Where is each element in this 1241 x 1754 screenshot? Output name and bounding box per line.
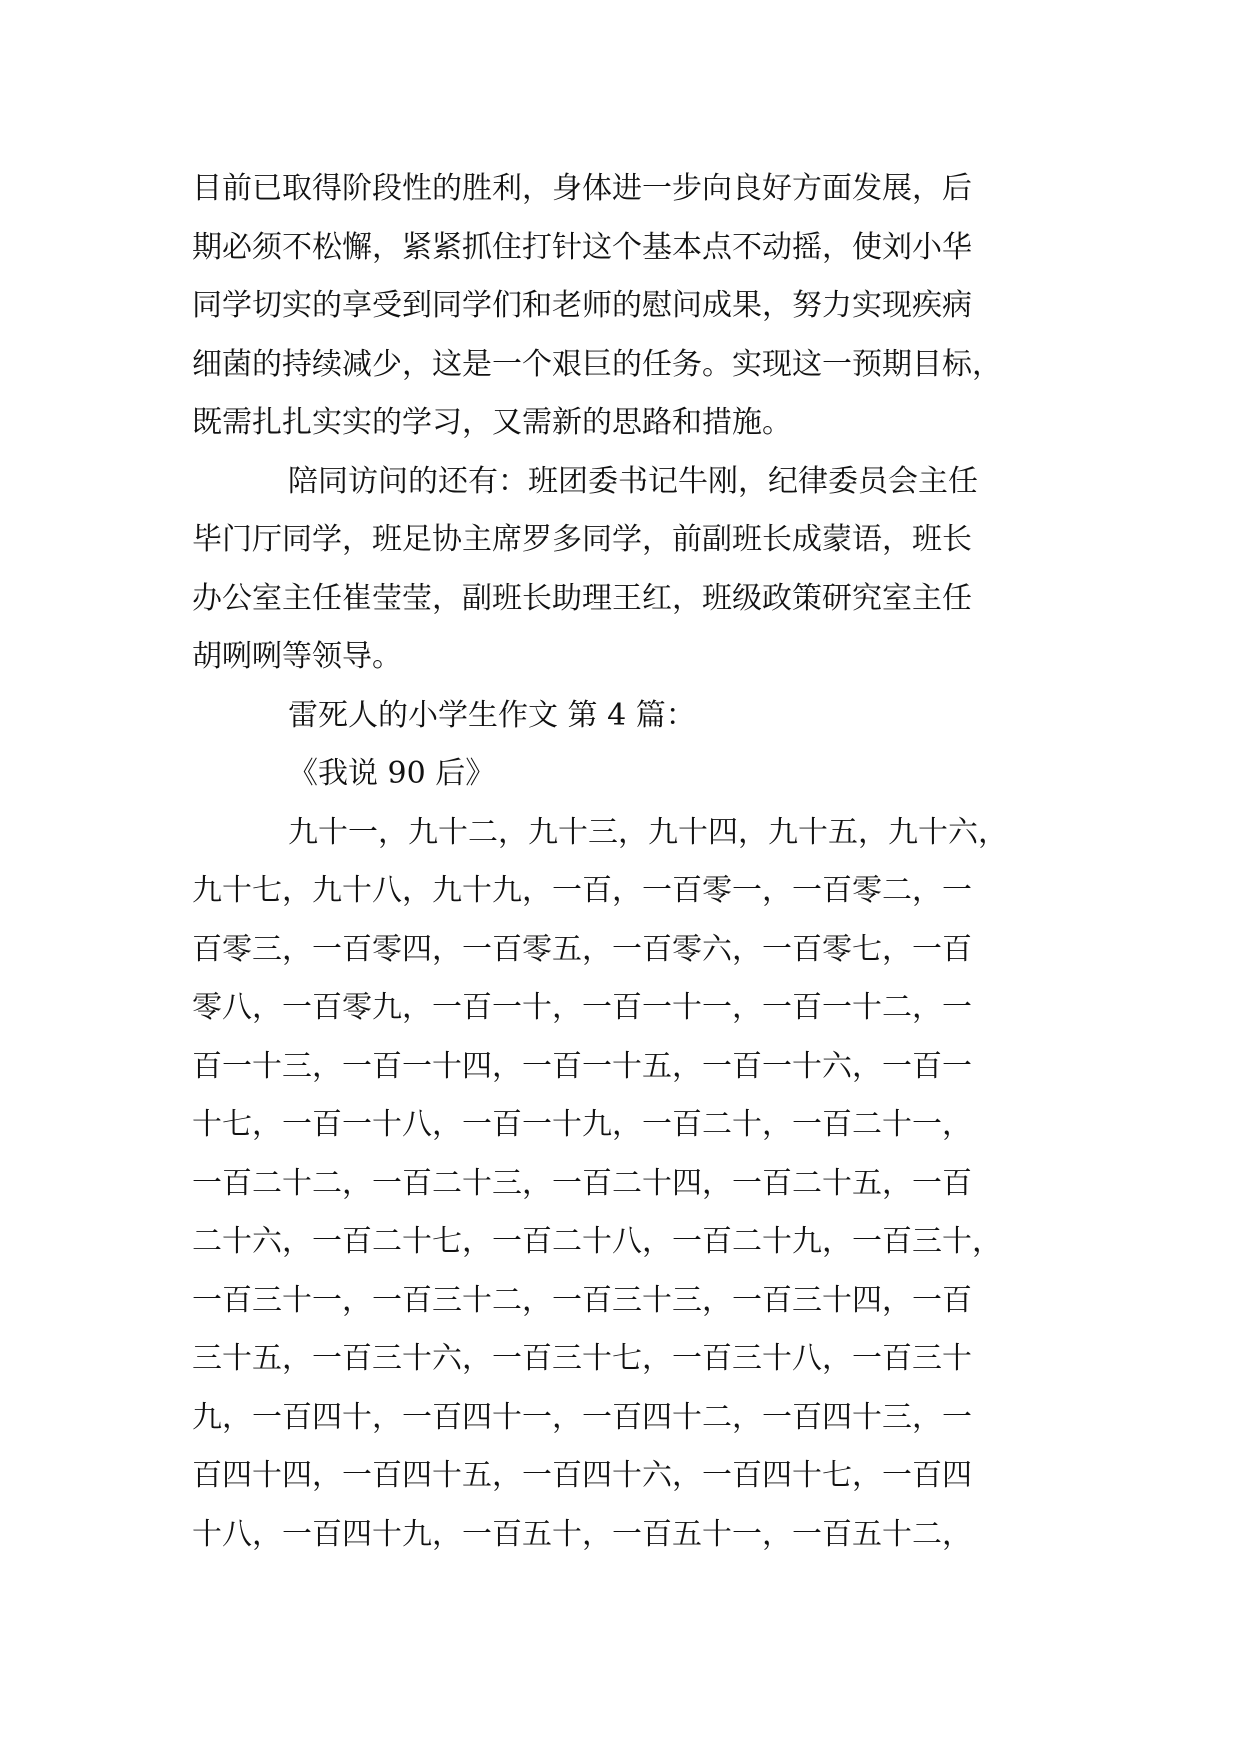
document-body [192, 160, 1052, 1564]
text-line: 细菌的持续减少，这是一个艰巨的任务。实现这一预期目标， [192, 346, 1002, 382]
text-line: 十八，一百四十九，一百五十，一百五十一，一百五十二， [192, 1516, 972, 1552]
text-line: 百四十四，一百四十五，一百四十六，一百四十七，一百四 [192, 1458, 972, 1493]
text-line: 办公室主任崔莹莹，副班长助理王红，班级政策研究室主任 [192, 580, 972, 616]
text-line: 既需扎扎实实的学习，又需新的思路和措施。 [192, 405, 792, 440]
text-line: 同学切实的享受到同学们和老师的慰问成果，努力实现疾病 [192, 288, 972, 323]
text-line: 毕门厅同学，班足协主席罗多同学，前副班长成蒙语，班长 [192, 522, 972, 557]
essay-title: 《我说 90 后》 [288, 756, 496, 791]
text-line: 九十七，九十八，九十九，一百，一百零一，一百零二，一 [192, 873, 972, 908]
text-line: 九，一百四十，一百四十一，一百四十二，一百四十三，一 [192, 1399, 972, 1435]
text-line: 一百二十二，一百二十三，一百二十四，一百二十五，一百 [192, 1165, 972, 1201]
text-line: 十七，一百一十八，一百一十九，一百二十，一百二十一， [192, 1107, 972, 1142]
text-line: 百零三，一百零四，一百零五，一百零六，一百零七，一百 [192, 931, 972, 967]
text-line: 期必须不松懈，紧紧抓住打针这个基本点不动摇，使刘小华 [192, 229, 972, 265]
text-line: 一百三十一，一百三十二，一百三十三，一百三十四，一百 [192, 1282, 972, 1318]
text-line: 零八，一百零九，一百一十，一百一十一，一百一十二，一 [192, 990, 972, 1025]
text-line: 二十六，一百二十七，一百二十八，一百二十九，一百三十， [192, 1224, 1002, 1259]
text-line: 百一十三，一百一十四，一百一十五，一百一十六，一百一 [192, 1048, 972, 1084]
text-line: 胡咧咧等领导。 [192, 639, 402, 674]
section-heading: 雷死人的小学生作文 第 4 篇： [288, 697, 696, 733]
paragraph-first-line: 九十一，九十二，九十三，九十四，九十五，九十六， [288, 814, 1008, 850]
text-line: 三十五，一百三十六，一百三十七，一百三十八，一百三十 [192, 1341, 972, 1376]
paragraph-first-line: 陪同访问的还有：班团委书记牛刚，纪律委员会主任 [288, 463, 978, 499]
text-line: 目前已取得阶段性的胜利，身体进一步向良好方面发展，后 [192, 171, 972, 206]
